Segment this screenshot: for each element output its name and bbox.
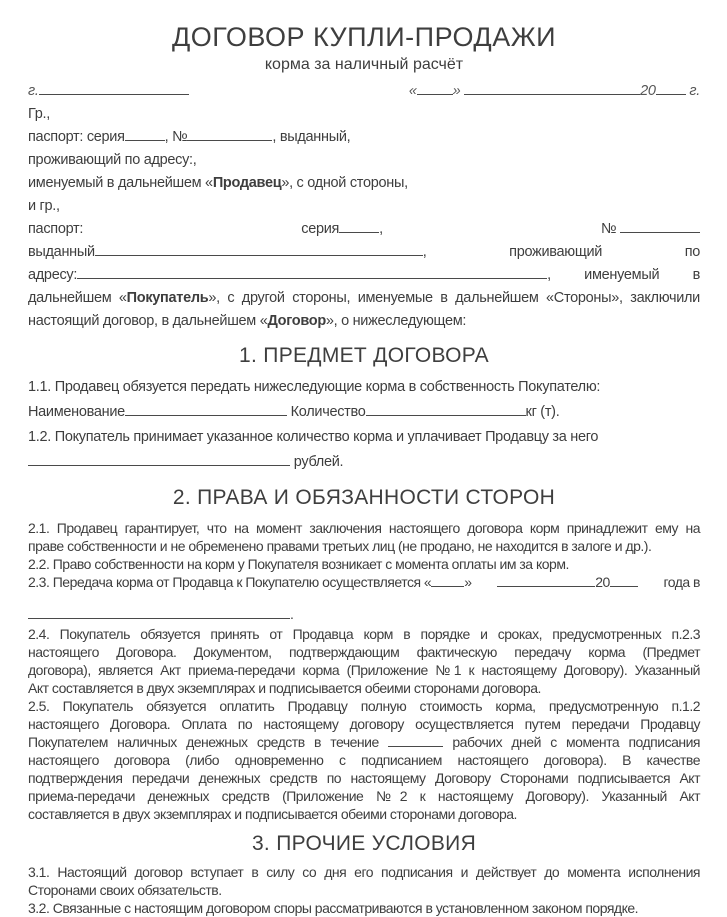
clause-2-1-line-1: [28, 519, 700, 537]
buyer-passport-issued-blank: [95, 255, 423, 256]
clause-2-5-line-5: [28, 769, 700, 787]
text-run: 2.3. Передача корма от Продавца к Покупателю осуществляется: [28, 574, 424, 590]
text-run: рабочих дней с момента подписания: [443, 734, 700, 750]
text-run: праве собственности и не обременено правами третьих лиц (не продано, не находится в залоге и др.).: [28, 538, 652, 554]
city-prefix: г.: [28, 83, 39, 99]
transfer-year-prefix: 20: [595, 574, 610, 590]
seller-passport-line: [28, 126, 700, 149]
transfer-place-line: [28, 605, 700, 623]
text-run: рублей.: [290, 454, 344, 470]
clause-3-1-line-1: [28, 863, 700, 881]
text-run: проживающий по адресу:: [28, 152, 193, 168]
text-run: по: [684, 244, 701, 260]
city-blank: [39, 94, 189, 95]
text-run: настоящего Договора. Документом, подтверждающим фактическую передачу корма (Предмет: [28, 644, 700, 660]
text-run: , №: [164, 129, 188, 145]
month-blank: [464, 94, 640, 95]
text-run: Количество: [286, 404, 366, 420]
text-run: подтверждения передачи денежных средств по настоящему Договору Сторонами подписывается Акт: [28, 770, 700, 786]
text-run: кг (т).: [525, 404, 560, 420]
clause-2-5-line-7: [28, 805, 700, 823]
buyer-address-blank: [77, 278, 547, 279]
document-subtitle: корма за наличный расчёт: [264, 56, 464, 73]
text-run: », о нижеследующем:: [325, 313, 467, 329]
year-suffix: г.: [685, 83, 700, 99]
buyer-passport-series-blank: [339, 232, 379, 233]
payment-days-blank: [388, 746, 443, 747]
transfer-year-blank: [610, 586, 638, 587]
text-run: паспорт:: [28, 221, 84, 237]
text-run: «: [423, 574, 432, 590]
quote-open: «: [408, 83, 417, 99]
buyer-name-line: [28, 195, 700, 218]
clause-1-2: [28, 425, 700, 450]
text-run: адресу:: [28, 267, 78, 283]
quote-close: »: [452, 83, 461, 99]
text-run: 1.2. Покупатель принимает указанное количество корма и уплачивает Продавцу за него: [28, 429, 599, 445]
text-run: серия: [301, 221, 340, 237]
document-title: ДОГОВОР КУПЛИ-ПРОДАЖИ: [171, 22, 557, 52]
seller-address-line: [28, 149, 700, 172]
text-run: именуемый в дальнейшем «: [28, 175, 213, 191]
contract-intro-line: [28, 310, 700, 333]
clause-2-5-line-6: [28, 787, 700, 805]
day-blank: [417, 94, 453, 95]
buyer-passport-line: [28, 218, 700, 241]
text-run: ,: [346, 129, 351, 145]
text-run: приема-передачи денежных средств (Приложение №2 к настоящему Договору). Указанный Акт: [28, 788, 700, 804]
text-run: 2.5. Покупатель обязуется оплатить Продавцу полную стоимость корма, предусмотренную п.1.2: [28, 698, 700, 714]
text-run: именуемый: [584, 267, 660, 283]
section-2-heading: 2. ПРАВА И ОБЯЗАННОСТИ СТОРОН: [172, 486, 556, 509]
text-run: выданный: [28, 244, 95, 260]
document-body: [28, 80, 700, 917]
buyer-role-line: [28, 287, 700, 310]
section-3-heading: 3. ПРОЧИЕ УСЛОВИЯ: [251, 832, 477, 855]
quantity-blank: [366, 415, 526, 416]
contract-term: Договор: [267, 313, 326, 329]
buyer-term: Покупатель: [126, 290, 209, 306]
text-run: Сторонами своих обязательств.: [28, 882, 222, 898]
text-run: года в: [663, 574, 700, 590]
clause-2-4-line-1: [28, 625, 700, 643]
transfer-place-blank: [28, 618, 290, 619]
text-run: .: [290, 606, 294, 622]
text-run: ,: [422, 244, 427, 260]
text-run: паспорт: серия: [28, 129, 125, 145]
city-and-date-line: [28, 80, 700, 103]
text-run: 2.1. Продавец гарантирует, что на момент заключения настоящего договора корм принадлежит ему на: [28, 520, 700, 536]
text-run: ,: [547, 267, 551, 283]
clause-2-1-line-2: [28, 537, 700, 555]
year-prefix: 20: [640, 83, 656, 99]
text-run: », с другой стороны, именуемые в дальнейшем «Стороны», заключили: [208, 290, 700, 306]
text-run: 3.2. Связанные с настоящим договором споры рассматриваются в установленном законом порядке.: [28, 900, 639, 916]
text-run: 2.2. Право собственности на корм у Покупателя возникает с момента оплаты им за корм.: [28, 556, 569, 572]
clause-2-4-line-4: [28, 679, 700, 697]
text-run: Акт составляется в двух экземплярах и подписывается обеими сторонами договора.: [28, 680, 541, 696]
text-run: », с одной стороны,: [281, 175, 408, 191]
clause-2-5-line-3: [28, 733, 700, 751]
seller-passport-number-blank: [187, 140, 272, 141]
year-blank: [656, 94, 686, 95]
buyer-issued-line: [28, 241, 700, 264]
clause-2-2: [28, 555, 700, 573]
text-run: договора), является Акт приема-передачи корма (Приложение №1 к настоящему Договору). Указанный: [28, 662, 700, 678]
clause-2-5-line-1: [28, 697, 700, 715]
text-run: дальнейшем «: [28, 290, 127, 306]
transfer-day-blank: [431, 586, 464, 587]
item-quantity-line: [28, 400, 700, 425]
text-run: , выданный: [272, 129, 347, 145]
text-run: [460, 80, 464, 103]
price-line: [28, 450, 700, 475]
item-name-blank: [125, 415, 287, 416]
text-run: настоящего Договора. Оплата по настоящему договору осуществляется путем передачи Продавцу: [28, 716, 700, 732]
price-blank: [28, 465, 290, 466]
clause-2-5-line-4: [28, 751, 700, 769]
clause-3-2: [28, 899, 700, 917]
clause-1-1: [28, 375, 700, 400]
text-run: настоящего договора (либо одновременно с подписанием настоящего договора). В качестве: [28, 752, 700, 768]
seller-name-line: [28, 103, 700, 126]
buyer-address-line: [28, 264, 700, 287]
text-run: проживающий: [509, 244, 603, 260]
section-1-heading: 1. ПРЕДМЕТ ДОГОВОРА: [239, 344, 489, 367]
seller-term: Продавец: [212, 175, 282, 191]
clause-2-5-line-2: [28, 715, 700, 733]
clause-3-1-line-2: [28, 881, 700, 899]
seller-role-line: [28, 172, 700, 195]
text-run: настоящий договор, в дальнейшем «: [28, 313, 268, 329]
text-run: Покупателем наличных денежных средств в течение: [28, 734, 389, 750]
text-run: в: [692, 267, 701, 283]
text-run: 2.4. Покупатель обязуется принять от Продавца корм в порядке и сроках, предусмотренных п.2.3: [28, 626, 700, 642]
text-run: 1.1. Продавец обязуется передать нижеследующие корма в собственность Покупателю:: [28, 379, 601, 395]
text-run: »: [464, 574, 472, 590]
text-run: и гр.: [28, 198, 57, 214]
clause-2-4-line-3: [28, 661, 700, 679]
text-run: 3.1. Настоящий договор вступает в силу со дня его подписания и действует до момента исполнения: [28, 864, 700, 880]
buyer-passport-number-blank: [620, 232, 700, 233]
text-run: ,: [56, 198, 60, 214]
clause-2-3: [28, 573, 700, 591]
seller-passport-series-blank: [125, 140, 165, 141]
text-run: №: [601, 221, 621, 237]
text-run: составляется в двух экземплярах и подписывается обеими сторонами договора.: [28, 806, 517, 822]
text-run: Гр.: [28, 106, 47, 122]
clause-2-4-line-2: [28, 643, 700, 661]
transfer-month-blank: [497, 586, 595, 587]
text-run: ,: [192, 152, 197, 168]
text-run: ,: [46, 106, 50, 122]
text-run: Наименование: [28, 404, 125, 420]
text-run: ,: [379, 221, 383, 237]
